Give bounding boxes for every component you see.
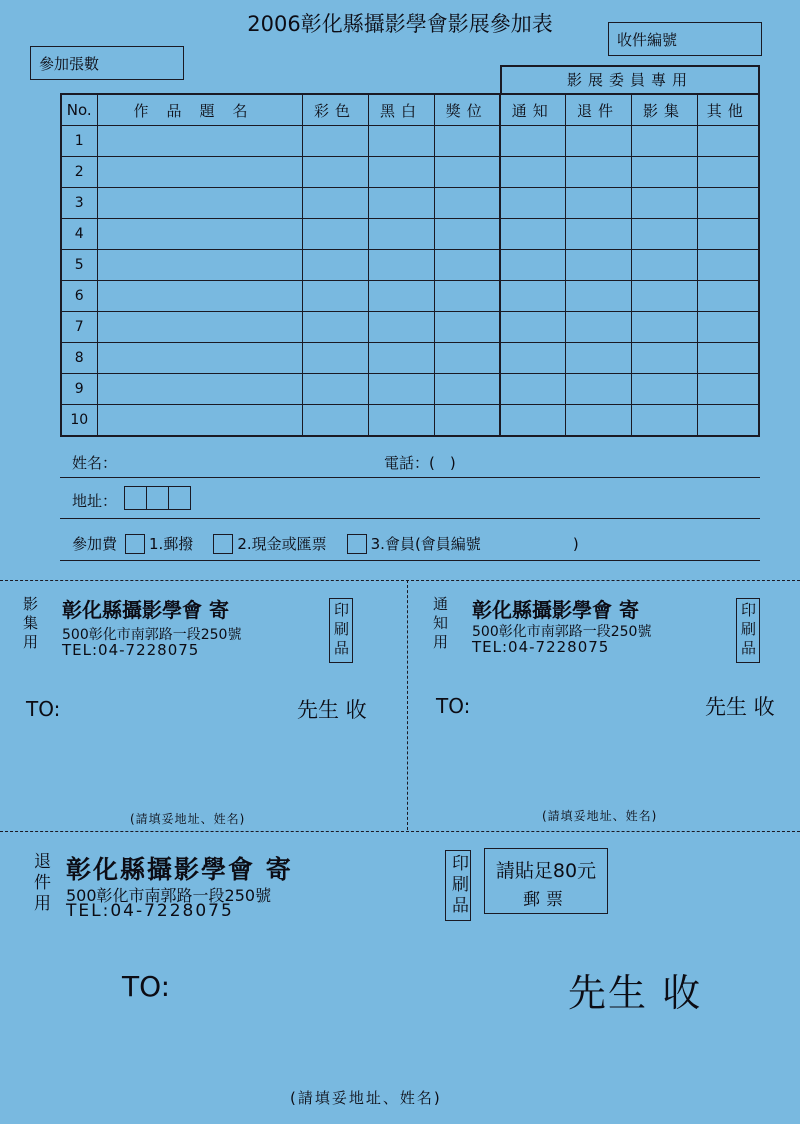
entry-cell[interactable] [434, 219, 500, 250]
entry-cell[interactable] [302, 312, 368, 343]
return-note: (請填妥地址、姓名) [290, 1089, 442, 1107]
entry-cell[interactable] [302, 281, 368, 312]
table-row [61, 188, 759, 219]
entry-cell[interactable] [434, 157, 500, 188]
table-row [61, 219, 759, 250]
postal-box-1[interactable] [124, 486, 147, 510]
entry-cell[interactable] [368, 219, 434, 250]
album-sender: 彰化縣攝影學會 寄 [62, 598, 229, 622]
return-recipient: 先生 收 [568, 971, 703, 1015]
entry-cell[interactable] [368, 126, 434, 157]
entry-cell[interactable] [631, 157, 697, 188]
entry-cell[interactable] [97, 219, 302, 250]
col-notify: 通知 [500, 94, 565, 126]
row-number: 5 [61, 250, 97, 281]
entry-cell[interactable] [434, 343, 500, 374]
entry-cell[interactable] [368, 343, 434, 374]
return-side-label: 退件用 [30, 852, 50, 915]
col-bw: 黑白 [368, 94, 434, 126]
entry-cell[interactable] [368, 405, 434, 437]
entry-cell[interactable] [697, 405, 759, 437]
entry-table [60, 93, 760, 437]
album-label [0, 580, 407, 831]
committee-header: 影展委員專用 [500, 65, 760, 93]
album-to: TO: [26, 697, 61, 721]
entry-cell[interactable] [697, 157, 759, 188]
entry-cell[interactable] [631, 126, 697, 157]
entry-cell[interactable] [368, 250, 434, 281]
col-return: 退件 [565, 94, 631, 126]
notify-tel: TEL:04-7228075 [472, 638, 610, 656]
row-number: 3 [61, 188, 97, 219]
fee-label: 參加費 [72, 535, 118, 553]
entry-cell[interactable] [697, 312, 759, 343]
entry-cell[interactable] [565, 343, 631, 374]
postal-box-2[interactable] [147, 486, 169, 510]
entry-cell[interactable] [697, 343, 759, 374]
entry-cell[interactable] [631, 281, 697, 312]
row-number: 8 [61, 343, 97, 374]
entry-cell[interactable] [97, 157, 302, 188]
entry-cell[interactable] [97, 188, 302, 219]
row-number: 10 [61, 405, 97, 437]
entry-cell[interactable] [368, 157, 434, 188]
fee-line [60, 560, 760, 561]
entry-cell[interactable] [368, 374, 434, 405]
row-number: 2 [61, 157, 97, 188]
entry-cell[interactable] [434, 188, 500, 219]
entry-cell[interactable] [97, 126, 302, 157]
entry-cell[interactable] [434, 126, 500, 157]
entry-cell[interactable] [631, 312, 697, 343]
album-tel: TEL:04-7228075 [62, 641, 200, 659]
table-row [61, 250, 759, 281]
entry-cell[interactable] [697, 188, 759, 219]
entry-cell[interactable] [434, 374, 500, 405]
address-label: 地址： [72, 492, 118, 510]
row-number: 4 [61, 219, 97, 250]
col-color: 彩色 [302, 94, 368, 126]
entry-count-box[interactable] [30, 46, 184, 80]
address-line[interactable] [60, 518, 760, 519]
fee-checkbox-1[interactable] [125, 534, 145, 554]
entry-cell[interactable] [97, 281, 302, 312]
name-line[interactable] [60, 477, 760, 478]
entry-cell[interactable] [97, 405, 302, 437]
notify-note: (請填妥地址、姓名) [542, 809, 658, 823]
entry-cell[interactable] [434, 312, 500, 343]
entry-cell[interactable] [302, 219, 368, 250]
entry-cell[interactable] [565, 219, 631, 250]
notify-address: 500彰化市南郭路一段250號 [472, 624, 652, 640]
table-row [61, 374, 759, 405]
entry-cell[interactable] [697, 374, 759, 405]
entry-cell[interactable] [368, 281, 434, 312]
entry-cell[interactable] [565, 281, 631, 312]
notify-label [408, 580, 800, 831]
col-no: No. [61, 94, 97, 126]
table-row [61, 405, 759, 437]
entry-cell[interactable] [631, 405, 697, 437]
album-address: 500彰化市南郭路一段250號 [62, 627, 242, 643]
fee-close-paren: ) [572, 534, 579, 553]
entry-cell[interactable] [697, 281, 759, 312]
name-label: 姓名： [72, 454, 118, 472]
row-number: 7 [61, 312, 97, 343]
album-note: (請填妥地址、姓名) [130, 812, 246, 826]
entry-cell[interactable] [565, 188, 631, 219]
postal-box-3[interactable] [169, 486, 191, 510]
return-printed-matter-stamp: 印刷品 [445, 850, 471, 921]
entry-cell[interactable] [500, 188, 565, 219]
entry-cell[interactable] [565, 250, 631, 281]
album-side-label: 影集用 [21, 596, 39, 653]
fee-option-3: 3.會員(會員編號 [370, 535, 481, 553]
notify-printed-matter-stamp: 印刷品 [736, 598, 760, 663]
entry-cell[interactable] [565, 126, 631, 157]
table-row [61, 157, 759, 188]
entry-cell[interactable] [500, 250, 565, 281]
entry-cell[interactable] [500, 312, 565, 343]
entry-cell[interactable] [697, 126, 759, 157]
entry-cell[interactable] [500, 374, 565, 405]
col-other: 其他 [697, 94, 759, 126]
return-tel: TEL:04-7228075 [66, 901, 234, 921]
entry-count-label: 參加張數 [39, 55, 100, 73]
row-number: 6 [61, 281, 97, 312]
fee-checkbox-3[interactable] [347, 534, 367, 554]
entry-cell[interactable] [500, 126, 565, 157]
receipt-number-box[interactable] [608, 22, 762, 56]
table-row [61, 281, 759, 312]
fee-option-2: 2.現金或匯票 [237, 535, 327, 553]
table-row [61, 312, 759, 343]
table-row [61, 343, 759, 374]
notify-side-label: 通知用 [431, 596, 449, 653]
notify-sender: 彰化縣攝影學會 寄 [472, 598, 639, 622]
row-number: 9 [61, 374, 97, 405]
fee-checkbox-2[interactable] [213, 534, 233, 554]
album-recipient: 先生 收 [297, 698, 367, 722]
postal-code-boxes[interactable] [124, 486, 191, 510]
phone-label: 電話：( ) [384, 454, 456, 472]
entry-cell[interactable] [97, 312, 302, 343]
entry-cell[interactable] [368, 312, 434, 343]
entry-cell[interactable] [302, 157, 368, 188]
entry-cell[interactable] [302, 405, 368, 437]
entry-cell[interactable] [565, 405, 631, 437]
table-row [61, 126, 759, 157]
entry-cell[interactable] [500, 219, 565, 250]
col-title: 作品題名 [97, 94, 302, 126]
fee-row [72, 533, 579, 554]
return-sender: 彰化縣攝影學會 寄 [66, 855, 293, 884]
return-address: 500彰化市南郭路一段250號 [66, 886, 272, 905]
entry-cell[interactable] [434, 405, 500, 437]
entry-cell[interactable] [302, 343, 368, 374]
postage-text: 請貼足80元 [495, 860, 597, 882]
table-header-row [61, 94, 759, 126]
entry-cell[interactable] [631, 343, 697, 374]
form-title: 2006彰化縣攝影學會影展參加表 [247, 12, 553, 36]
entry-cell[interactable] [302, 188, 368, 219]
entry-cell[interactable] [302, 250, 368, 281]
album-printed-matter-stamp: 印刷品 [329, 598, 353, 663]
entry-cell[interactable] [631, 219, 697, 250]
entry-cell[interactable] [565, 374, 631, 405]
entry-cell[interactable] [368, 188, 434, 219]
entry-cell[interactable] [631, 188, 697, 219]
entry-cell[interactable] [302, 126, 368, 157]
entry-cell[interactable] [631, 250, 697, 281]
col-album: 影集 [631, 94, 697, 126]
entry-cell[interactable] [97, 374, 302, 405]
postage-stamp-text: 郵票 [523, 890, 569, 910]
fee-option-1: 1.郵撥 [149, 535, 194, 553]
entry-cell[interactable] [697, 250, 759, 281]
notify-recipient: 先生 收 [705, 695, 775, 719]
entry-cell[interactable] [500, 281, 565, 312]
return-label [0, 832, 800, 1124]
entry-cell[interactable] [97, 343, 302, 374]
entry-cell[interactable] [434, 281, 500, 312]
row-number: 1 [61, 126, 97, 157]
notify-to: TO: [436, 694, 471, 718]
entry-cell[interactable] [500, 405, 565, 437]
postage-box [484, 848, 608, 914]
entry-cell[interactable] [434, 250, 500, 281]
entry-cell[interactable] [631, 374, 697, 405]
return-to: TO: [122, 970, 171, 1003]
col-award: 獎位 [434, 94, 500, 126]
entry-cell[interactable] [500, 157, 565, 188]
entry-cell[interactable] [565, 312, 631, 343]
entry-cell[interactable] [565, 157, 631, 188]
receipt-number-label: 收件編號 [617, 31, 678, 49]
entry-cell[interactable] [302, 374, 368, 405]
entry-cell[interactable] [697, 219, 759, 250]
entry-cell[interactable] [97, 250, 302, 281]
entry-cell[interactable] [500, 343, 565, 374]
